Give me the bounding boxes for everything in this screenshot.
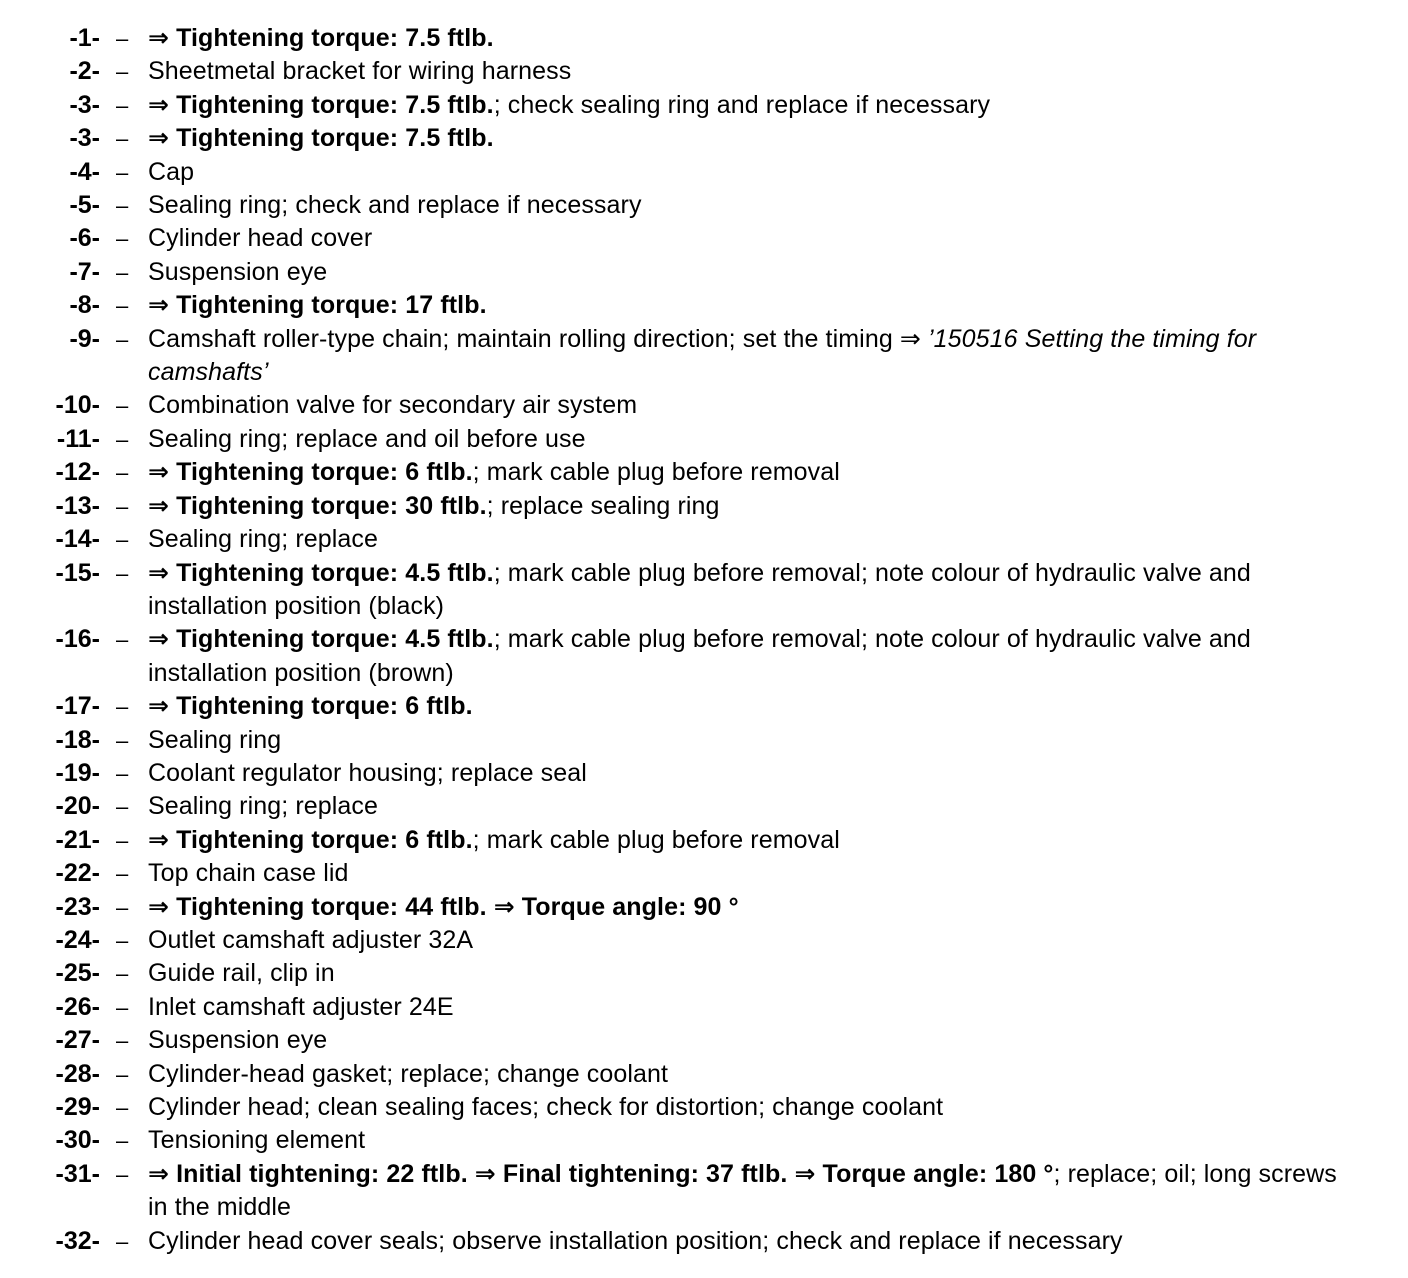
item-number: -14- bbox=[55, 525, 100, 554]
legend-item bbox=[0, 156, 1408, 189]
torque-spec: Tightening torque: 6 ftlb. bbox=[176, 825, 473, 854]
item-description bbox=[148, 1158, 1354, 1225]
item-description bbox=[148, 623, 1354, 690]
item-description bbox=[148, 1124, 1354, 1157]
item-number: -8- bbox=[69, 291, 100, 320]
item-dash: – bbox=[116, 393, 129, 419]
arrow-icon: ⇒ bbox=[148, 625, 177, 654]
item-number: -17- bbox=[55, 692, 100, 721]
description-text: Guide rail, clip in bbox=[148, 959, 335, 988]
item-description bbox=[148, 957, 1354, 990]
item-description bbox=[148, 1024, 1354, 1057]
item-dash: – bbox=[116, 827, 129, 853]
description-text: ; mark cable plug before removal bbox=[472, 825, 840, 854]
description-text: Cylinder head cover bbox=[148, 224, 373, 253]
legend-item bbox=[0, 924, 1408, 957]
item-dash: – bbox=[116, 1228, 129, 1254]
item-description bbox=[148, 122, 1354, 155]
item-number: -30- bbox=[55, 1126, 100, 1155]
description-text: Camshaft roller-type chain; maintain rolling direction; set the timing ⇒ bbox=[148, 324, 928, 353]
legend-item bbox=[0, 991, 1408, 1024]
torque-spec: Tightening torque: 7.5 ftlb. bbox=[176, 124, 494, 153]
item-dash: – bbox=[116, 927, 129, 953]
description-text: Top chain case lid bbox=[148, 859, 349, 888]
item-dash: – bbox=[116, 627, 129, 653]
legend-item bbox=[0, 89, 1408, 122]
item-dash: – bbox=[116, 159, 129, 185]
legend-item bbox=[0, 757, 1408, 790]
item-description bbox=[148, 557, 1354, 624]
description-text: Outlet camshaft adjuster 32A bbox=[148, 925, 474, 954]
description-text: Cap bbox=[148, 157, 195, 186]
description-text: Coolant regulator housing; replace seal bbox=[148, 758, 587, 787]
torque-spec: Initial tightening: 22 ftlb. ⇒ Final tightening: 37 ftlb. ⇒ Torque angle: 180 ° bbox=[176, 1159, 1054, 1188]
item-dash: – bbox=[116, 861, 129, 887]
description-text: Sealing ring bbox=[148, 725, 282, 754]
legend-item bbox=[0, 1091, 1408, 1124]
legend-item bbox=[0, 957, 1408, 990]
legend-item bbox=[0, 623, 1408, 690]
arrow-icon: ⇒ bbox=[148, 24, 177, 52]
torque-spec: Tightening torque: 4.5 ftlb. bbox=[176, 558, 494, 587]
description-text: ; mark cable plug before removal; note colour of hydraulic valve and installation position (black) bbox=[148, 558, 1251, 620]
torque-spec: Tightening torque: 6 ftlb. bbox=[176, 458, 473, 487]
item-number: -1- bbox=[69, 24, 100, 52]
legend-item bbox=[0, 824, 1408, 857]
torque-spec: Tightening torque: 6 ftlb. bbox=[176, 692, 473, 721]
legend-item bbox=[0, 1058, 1408, 1091]
description-text: Cylinder head cover seals; observe installation position; check and replace if necessary bbox=[148, 1226, 1123, 1255]
parts-legend-list bbox=[0, 22, 1408, 1258]
legend-item bbox=[0, 22, 1408, 55]
legend-item bbox=[0, 891, 1408, 924]
item-dash: – bbox=[116, 961, 129, 987]
item-description bbox=[148, 1091, 1354, 1124]
description-text: ; check sealing ring and replace if necessary bbox=[493, 90, 991, 119]
description-text: Sealing ring; replace bbox=[148, 525, 379, 554]
item-description bbox=[148, 423, 1354, 456]
item-description bbox=[148, 523, 1354, 556]
item-number: -7- bbox=[69, 257, 100, 286]
legend-item bbox=[0, 189, 1408, 222]
legend-item bbox=[0, 222, 1408, 255]
item-number: -29- bbox=[55, 1093, 100, 1121]
legend-item bbox=[0, 423, 1408, 456]
item-number: -2- bbox=[69, 57, 100, 86]
torque-spec: Tightening torque: 17 ftlb. bbox=[176, 291, 487, 320]
torque-spec: Tightening torque: 7.5 ftlb. bbox=[176, 24, 494, 52]
item-dash: – bbox=[116, 727, 129, 753]
item-description bbox=[148, 389, 1354, 422]
item-description bbox=[148, 824, 1354, 857]
item-dash: – bbox=[116, 326, 129, 352]
item-description bbox=[148, 490, 1354, 523]
torque-spec: Tightening torque: 4.5 ftlb. bbox=[176, 625, 494, 654]
item-number: -4- bbox=[69, 157, 100, 186]
item-dash: – bbox=[116, 527, 129, 553]
arrow-icon: ⇒ bbox=[148, 558, 177, 587]
legend-item bbox=[0, 389, 1408, 422]
legend-item bbox=[0, 523, 1408, 556]
item-dash: – bbox=[116, 760, 129, 786]
item-dash: – bbox=[116, 193, 129, 219]
item-description bbox=[148, 456, 1354, 489]
legend-item bbox=[0, 1225, 1408, 1258]
item-number: -19- bbox=[55, 758, 100, 787]
item-number: -20- bbox=[55, 792, 100, 821]
legend-item bbox=[0, 323, 1408, 390]
arrow-icon: ⇒ bbox=[148, 291, 177, 320]
item-description bbox=[148, 891, 1354, 924]
legend-item bbox=[0, 490, 1408, 523]
item-number: -3- bbox=[69, 90, 100, 119]
item-description bbox=[148, 924, 1354, 957]
item-dash: – bbox=[116, 994, 129, 1020]
item-number: -15- bbox=[55, 558, 100, 587]
legend-item bbox=[0, 289, 1408, 322]
item-description bbox=[148, 156, 1354, 189]
torque-spec: Tightening torque: 30 ftlb. bbox=[176, 491, 487, 520]
description-text: Combination valve for secondary air system bbox=[148, 391, 638, 420]
item-number: -16- bbox=[55, 625, 100, 654]
legend-item bbox=[0, 1158, 1408, 1225]
item-dash: – bbox=[116, 460, 129, 486]
item-dash: – bbox=[116, 1028, 129, 1054]
item-number: -21- bbox=[55, 825, 100, 854]
description-text: Cylinder-head gasket; replace; change coolant bbox=[148, 1059, 669, 1088]
item-description bbox=[148, 690, 1354, 723]
description-text: Tensioning element bbox=[148, 1126, 366, 1155]
item-dash: – bbox=[116, 226, 129, 252]
item-description bbox=[148, 89, 1354, 122]
item-dash: – bbox=[116, 894, 129, 920]
description-text: ; replace; oil; long screws in the middle bbox=[148, 1159, 1337, 1222]
description-text: ; mark cable plug before removal; note colour of hydraulic valve and installation position (brown) bbox=[148, 625, 1251, 687]
legend-item bbox=[0, 557, 1408, 624]
legend-item bbox=[0, 790, 1408, 823]
description-text: ; mark cable plug before removal bbox=[472, 458, 840, 487]
item-description bbox=[148, 323, 1354, 390]
item-number: -27- bbox=[55, 1026, 100, 1055]
item-description bbox=[148, 857, 1354, 890]
item-number: -3- bbox=[69, 124, 100, 153]
item-description bbox=[148, 724, 1354, 757]
item-number: -9- bbox=[69, 324, 100, 353]
item-number: -6- bbox=[69, 224, 100, 253]
item-number: -10- bbox=[55, 391, 100, 420]
arrow-icon: ⇒ bbox=[148, 692, 177, 721]
item-dash: – bbox=[116, 694, 129, 720]
item-number: -18- bbox=[55, 725, 100, 754]
item-dash: – bbox=[116, 126, 129, 152]
item-description bbox=[148, 991, 1354, 1024]
arrow-icon: ⇒ bbox=[148, 491, 177, 520]
item-dash: – bbox=[116, 1061, 129, 1087]
item-number: -11- bbox=[56, 424, 100, 453]
item-number: -32- bbox=[55, 1226, 100, 1255]
item-dash: – bbox=[116, 92, 129, 118]
arrow-icon: ⇒ bbox=[148, 892, 177, 921]
arrow-icon: ⇒ bbox=[148, 1159, 177, 1188]
legend-item bbox=[0, 456, 1408, 489]
item-description bbox=[148, 256, 1354, 289]
item-number: -23- bbox=[55, 892, 100, 921]
item-description bbox=[148, 289, 1354, 322]
legend-item bbox=[0, 55, 1408, 88]
arrow-icon: ⇒ bbox=[148, 825, 177, 854]
item-dash: – bbox=[116, 59, 129, 85]
item-description bbox=[148, 189, 1354, 222]
item-dash: – bbox=[116, 794, 129, 820]
item-dash: – bbox=[116, 259, 129, 285]
description-text: ; replace sealing ring bbox=[486, 491, 720, 520]
item-dash: – bbox=[116, 493, 129, 519]
item-number: -31- bbox=[55, 1159, 100, 1188]
item-dash: – bbox=[116, 1095, 129, 1120]
item-number: -28- bbox=[55, 1059, 100, 1088]
legend-item bbox=[0, 724, 1408, 757]
arrow-icon: ⇒ bbox=[148, 124, 177, 153]
item-number: -13- bbox=[55, 491, 100, 520]
torque-spec: Tightening torque: 44 ftlb. ⇒ Torque angle: 90 ° bbox=[176, 892, 739, 921]
item-description bbox=[148, 757, 1354, 790]
description-text: Inlet camshaft adjuster 24E bbox=[148, 992, 454, 1021]
item-description bbox=[148, 1225, 1354, 1258]
item-number: -5- bbox=[69, 191, 100, 220]
item-dash: – bbox=[116, 426, 129, 452]
item-dash: – bbox=[116, 1161, 129, 1187]
legend-item bbox=[0, 256, 1408, 289]
legend-item bbox=[0, 1024, 1408, 1057]
item-description bbox=[148, 22, 1354, 55]
item-dash: – bbox=[116, 1128, 129, 1154]
item-number: -12- bbox=[55, 458, 100, 487]
arrow-icon: ⇒ bbox=[148, 90, 177, 119]
item-description bbox=[148, 222, 1354, 255]
legend-item bbox=[0, 122, 1408, 155]
description-text: Suspension eye bbox=[148, 257, 328, 286]
item-dash: – bbox=[116, 293, 129, 319]
item-dash: – bbox=[116, 560, 129, 586]
torque-spec: Tightening torque: 7.5 ftlb. bbox=[176, 90, 494, 119]
item-description bbox=[148, 790, 1354, 823]
legend-item bbox=[0, 690, 1408, 723]
description-text: Suspension eye bbox=[148, 1026, 328, 1055]
item-dash: – bbox=[116, 26, 129, 51]
arrow-icon: ⇒ bbox=[148, 458, 177, 487]
description-text: Sealing ring; replace bbox=[148, 792, 379, 821]
legend-item bbox=[0, 1124, 1408, 1157]
description-text: Cylinder head; clean sealing faces; check for distortion; change coolant bbox=[148, 1093, 944, 1121]
item-number: -22- bbox=[55, 859, 100, 888]
description-text: Sealing ring; replace and oil before use bbox=[148, 424, 586, 453]
legend-item bbox=[0, 857, 1408, 890]
description-text: Sheetmetal bracket for wiring harness bbox=[148, 57, 572, 86]
description-text: Sealing ring; check and replace if necessary bbox=[148, 191, 642, 220]
item-number: -25- bbox=[55, 959, 100, 988]
item-number: -24- bbox=[55, 925, 100, 954]
reference-link-text: ’150516 Setting the timing for camshafts’ bbox=[148, 324, 1257, 387]
item-number: -26- bbox=[55, 992, 100, 1021]
item-description bbox=[148, 1058, 1354, 1091]
item-description bbox=[148, 55, 1354, 88]
